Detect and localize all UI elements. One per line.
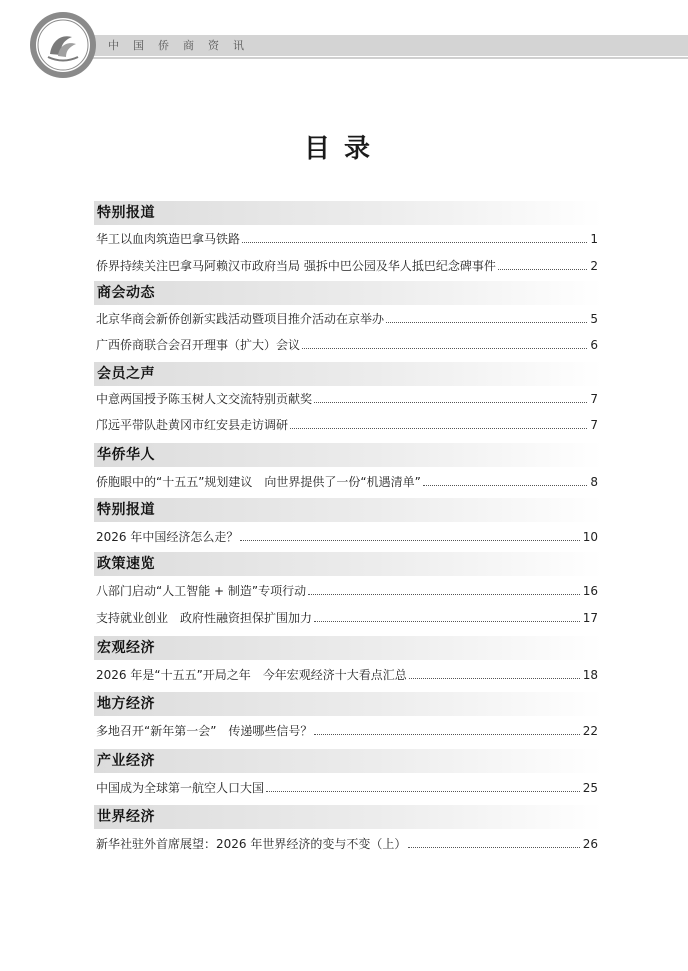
toc-entry[interactable] <box>96 835 598 853</box>
logo-icon <box>28 10 98 80</box>
section-heading <box>94 443 603 467</box>
dot-leader <box>302 348 587 349</box>
toc-entry-title: 邝远平带队赴黄冈市红安县走访调研 <box>96 418 289 432</box>
toc-entry-title: 中意两国授予陈玉树人文交流特别贡献奖 <box>96 392 313 406</box>
dot-leader <box>386 322 587 323</box>
dot-leader <box>266 791 580 792</box>
dot-leader <box>240 540 579 541</box>
toc-entry-page: 5 <box>590 312 598 326</box>
section-heading <box>94 281 603 305</box>
dot-leader <box>498 269 588 270</box>
dot-leader <box>423 485 587 486</box>
toc-entry-title: 侨界持续关注巴拿马阿赖汉市政府当局 强拆中巴公园及华人抵巴纪念碑事件 <box>96 259 496 273</box>
section-heading <box>94 498 603 522</box>
toc-entry[interactable] <box>96 230 598 248</box>
section-heading-label: 会员之声 <box>97 366 155 382</box>
toc-entry-title: 八部门启动“人工智能 + 制造”专项行动 <box>96 584 307 598</box>
toc-entry-page: 6 <box>590 338 598 352</box>
toc-entry[interactable] <box>96 779 598 797</box>
toc-entry-title: 华工以血肉筑造巴拿马铁路 <box>96 232 241 246</box>
section-heading-label: 华侨华人 <box>97 447 155 463</box>
section-heading-label: 商会动态 <box>97 285 155 301</box>
toc-entry-title: 北京华商会新侨创新实践活动暨项目推介活动在京举办 <box>96 312 385 326</box>
toc-entry-page: 26 <box>582 837 598 851</box>
toc-entry[interactable] <box>96 257 598 275</box>
toc-entry-page: 22 <box>582 724 598 738</box>
dot-leader <box>242 242 587 243</box>
section-heading-label: 特别报道 <box>97 502 155 518</box>
toc-entry[interactable] <box>96 310 598 328</box>
section-heading <box>94 201 603 225</box>
page-header <box>0 0 688 80</box>
section-heading-label: 特别报道 <box>97 205 155 221</box>
dot-leader <box>314 734 579 735</box>
toc-entry[interactable] <box>96 528 598 546</box>
toc-entry-page: 8 <box>590 475 598 489</box>
toc-entry-page: 10 <box>582 530 598 544</box>
toc-entry-title: 广西侨商联合会召开理事（扩大）会议 <box>96 338 301 352</box>
toc-entry-title: 2026 年中国经济怎么走？ <box>96 530 239 544</box>
toc-entry-title: 中国成为全球第一航空人口大国 <box>96 781 265 795</box>
dot-leader <box>314 621 580 622</box>
toc-entry-page: 7 <box>590 418 598 432</box>
section-heading <box>94 749 603 773</box>
toc-title: 目录 <box>303 134 384 164</box>
toc-entry[interactable] <box>96 722 598 740</box>
header-title: 中国侨商资讯 <box>108 39 258 52</box>
toc-entry-page: 18 <box>582 668 598 682</box>
toc-entry-title: 支持就业创业 政府性融资担保扩围加力 <box>96 611 313 625</box>
toc-entry[interactable] <box>96 666 598 684</box>
toc-entry[interactable] <box>96 609 598 627</box>
toc-entry-page: 25 <box>582 781 598 795</box>
toc-entry[interactable] <box>96 473 598 491</box>
toc-entry[interactable] <box>96 416 598 434</box>
dot-leader <box>408 847 579 848</box>
dot-leader <box>308 594 580 595</box>
section-heading <box>94 552 603 576</box>
section-heading-label: 政策速览 <box>97 556 155 572</box>
toc-entry-title: 2026 年是“十五五”开局之年 今年宏观经济十大看点汇总 <box>96 668 407 682</box>
section-heading-label: 宏观经济 <box>97 640 155 656</box>
toc-entry-page: 7 <box>590 392 598 406</box>
toc-entry-page: 1 <box>590 232 598 246</box>
section-heading <box>94 362 603 386</box>
header-divider <box>78 57 688 59</box>
toc-entry-title: 多地召开“新年第一会” 传递哪些信号？ <box>96 724 313 738</box>
dot-leader <box>409 678 580 679</box>
toc-entry[interactable] <box>96 390 598 408</box>
dot-leader <box>314 402 587 403</box>
toc-entry-page: 16 <box>582 584 598 598</box>
toc-entry-page: 2 <box>590 259 598 273</box>
section-heading <box>94 692 603 716</box>
section-heading-label: 产业经济 <box>97 753 155 769</box>
toc-entry[interactable] <box>96 582 598 600</box>
section-heading-label: 世界经济 <box>97 809 155 825</box>
toc-entry-page: 17 <box>582 611 598 625</box>
toc-entry-title: 新华社驻外首席展望：2026 年世界经济的变与不变（上） <box>96 837 407 851</box>
dot-leader <box>290 428 587 429</box>
toc-entry[interactable] <box>96 336 598 354</box>
section-heading <box>94 805 603 829</box>
section-heading <box>94 636 603 660</box>
toc-entry-title: 侨胞眼中的“十五五”规划建议 向世界提供了一份“机遇清单” <box>96 475 421 489</box>
section-heading-label: 地方经济 <box>97 696 155 712</box>
